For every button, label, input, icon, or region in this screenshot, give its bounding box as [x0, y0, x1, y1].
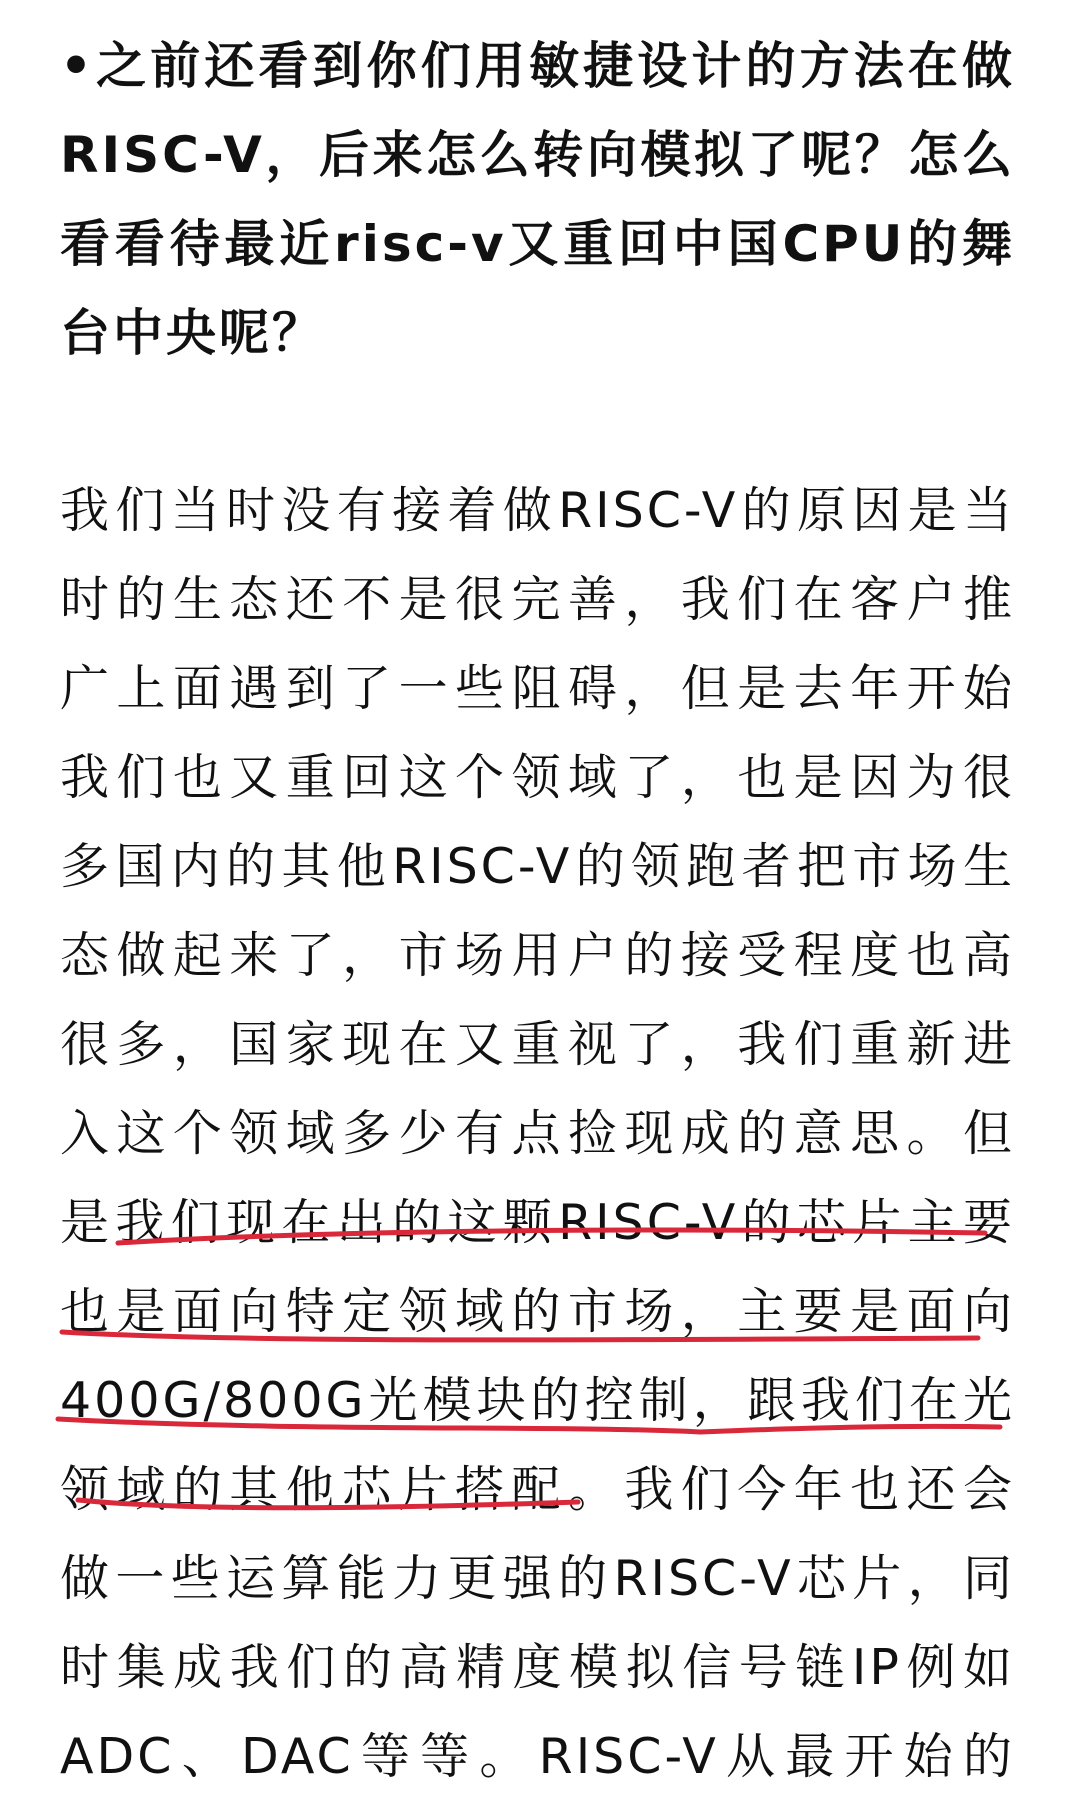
answer-line: 领域的其他芯片搭配。我们今年也还会	[60, 1461, 1015, 1518]
answer-line: 我们当时没有接着做RISC-V的原因是当	[60, 482, 1015, 539]
article-content	[60, 0, 1015, 1801]
question-line: •之前还看到你们用敏捷设计的方法在做	[60, 37, 1015, 95]
question-heading	[60, 0, 1015, 378]
answer-line: 很多，国家现在又重视了，我们重新进	[60, 1016, 1015, 1073]
answer-line: 也是面向特定领域的市场，主要是面向	[60, 1283, 1015, 1340]
answer-line: 是我们现在出的这颗RISC-V的芯片主要	[60, 1194, 1015, 1251]
question-line: 看看待最近risc-v又重回中国CPU的舞	[60, 215, 1015, 273]
answer-line: 做一些运算能力更强的RISC-V芯片，同	[60, 1550, 1015, 1607]
answer-line: 时的生态还不是很完善，我们在客户推	[60, 571, 1015, 628]
question-line: 台中央呢？	[60, 304, 325, 362]
answer-line: ADC、DAC等等。RISC-V从最开始的	[60, 1728, 1015, 1785]
answer-line: 多国内的其他RISC-V的领跑者把市场生	[60, 838, 1015, 895]
answer-line: 广上面遇到了一些阻碍，但是去年开始	[60, 660, 1015, 717]
answer-paragraph	[60, 466, 1015, 1801]
answer-line: 态做起来了，市场用户的接受程度也高	[60, 927, 1015, 984]
answer-line: 入这个领域多少有点捡现成的意思。但	[60, 1105, 1015, 1162]
question-line: RISC-V，后来怎么转向模拟了呢？怎么	[60, 126, 1015, 184]
answer-line: 时集成我们的高精度模拟信号链IP例如	[60, 1639, 1015, 1696]
answer-line: 400G/800G光模块的控制，跟我们在光	[60, 1372, 1015, 1429]
answer-line: 我们也又重回这个领域了，也是因为很	[60, 749, 1015, 806]
